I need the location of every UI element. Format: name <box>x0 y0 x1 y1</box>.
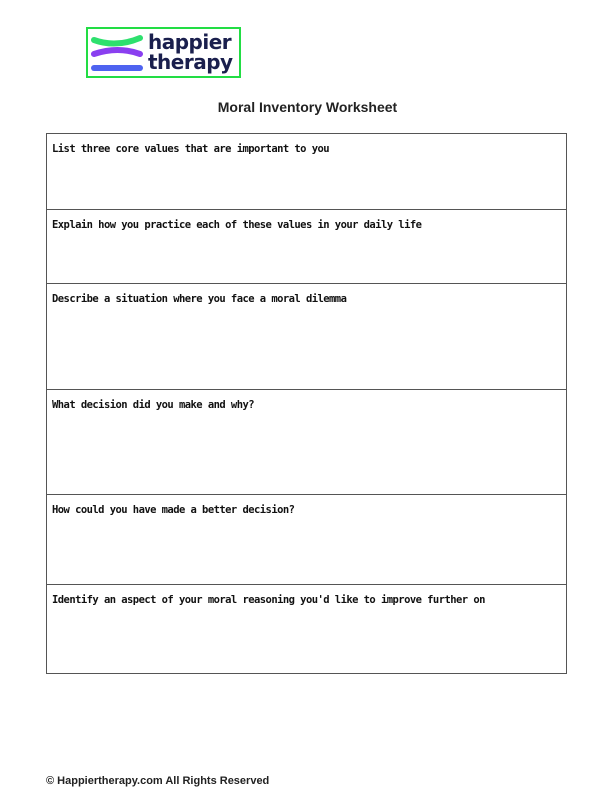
logo-stripe-purple <box>94 50 140 54</box>
worksheet-row[interactable] <box>47 209 566 283</box>
worksheet-prompt: Identify an aspect of your moral reasoning you'd like to improve further on <box>52 594 485 606</box>
logo <box>86 27 241 78</box>
worksheet-row[interactable] <box>47 283 566 389</box>
worksheet-prompt: List three core values that are important to you <box>52 143 330 155</box>
worksheet-prompt: Describe a situation where you face a moral dilemma <box>52 293 347 305</box>
worksheet-prompt: What decision did you make and why? <box>52 399 255 411</box>
worksheet-row[interactable] <box>47 389 566 494</box>
logo-stripes-icon <box>90 32 146 76</box>
worksheet-prompt: How could you have made a better decision? <box>52 504 295 516</box>
worksheet-row[interactable] <box>47 584 566 673</box>
page-title: Moral Inventory Worksheet <box>217 99 398 115</box>
logo-word-therapy: therapy <box>148 50 233 74</box>
worksheet-row[interactable] <box>47 494 566 584</box>
worksheet-prompt: Explain how you practice each of these values in your daily life <box>52 219 422 231</box>
logo-stripe-green <box>94 38 140 44</box>
logo-word-happier: happier <box>148 30 232 54</box>
worksheet-row[interactable] <box>47 134 566 209</box>
copyright-footer: © Happiertherapy.com All Rights Reserved <box>46 775 270 787</box>
worksheet-table <box>46 133 567 674</box>
